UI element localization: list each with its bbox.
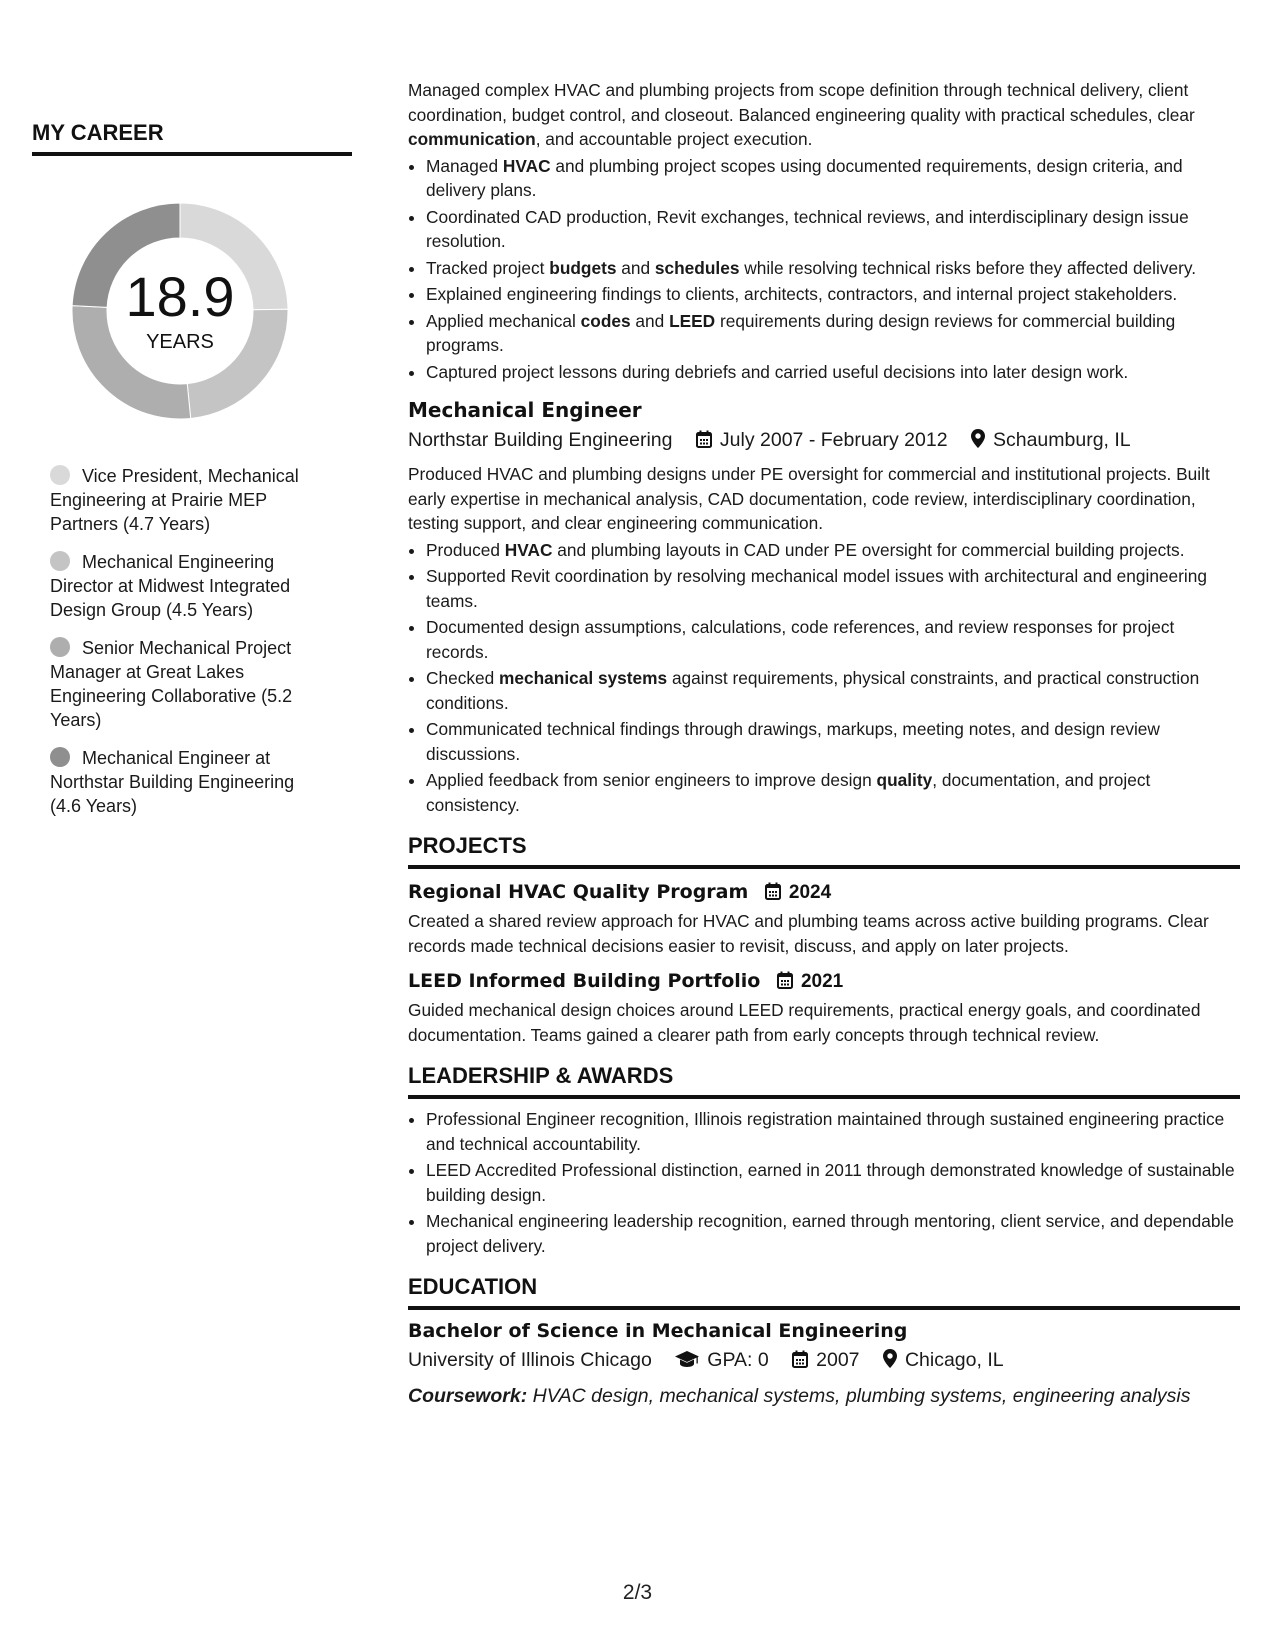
career-sidebar (32, 120, 352, 832)
career-legend-item (50, 550, 320, 622)
job2-bullet: • Communicated technical findings through drawings, markups, meeting notes, and design review discussions. (426, 717, 1240, 766)
graduation-cap-icon (675, 1348, 699, 1376)
job2-company: Northstar Building Engineering (408, 429, 673, 451)
project-year: 2024 (788, 882, 832, 903)
career-section-title: MY CAREER (32, 120, 352, 156)
career-legend-label: Senior Mechanical Project Manager at Great Lakes Engineering Collaborative (5.2 Years) (50, 638, 293, 730)
career-legend-item (50, 636, 320, 732)
project-title (408, 970, 1240, 994)
job2-summary: Produced HVAC and plumbing designs under PE oversight for commercial and institutional projects. Built early expertise in mechanical analysis, CAD documentation, code review, interdisciplinary coordination, testing support, and clear engineering communication. (408, 464, 1210, 533)
legend-dot-icon (50, 551, 70, 571)
career-legend-label: Vice President, Mechanical Engineering at Prairie MEP Partners (4.7 Years) (50, 466, 299, 534)
career-legend-item (50, 464, 320, 536)
legend-dot-icon (50, 637, 70, 657)
job1-bullet: • Coordinated CAD production, Revit exchanges, technical reviews, and interdisciplinary design issue resolution. (426, 205, 1240, 254)
education-school: University of Illinois Chicago (408, 1349, 652, 1371)
career-years-unit: YEARS (146, 330, 214, 353)
legend-dot-icon (50, 747, 70, 767)
calendar-icon (696, 428, 712, 456)
project-description: Guided mechanical design choices around LEED requirements, practical energy goals, and coordinated documentation. Teams gained a clearer path from early concepts through technical review. (408, 1000, 1201, 1045)
job2-title: Mechanical Engineer (408, 398, 642, 422)
education-degree: Bachelor of Science in Mechanical Engineering (408, 1320, 908, 1342)
career-legend-item (50, 746, 320, 818)
award-item: • Professional Engineer recognition, Illinois registration maintained through sustained engineering practice and technical accountability. (426, 1107, 1240, 1156)
award-item: • LEED Accredited Professional distinction, earned in 2011 through demonstrated knowledge of sustainable building design. (426, 1158, 1240, 1207)
career-total-years: 18.9 (125, 264, 235, 328)
award-item: • Mechanical engineering leadership recognition, earned through mentoring, client service, and dependable project delivery. (426, 1209, 1240, 1258)
awards-list (408, 1107, 1240, 1258)
job2-bullet: • Supported Revit coordination by resolving mechanical model issues with architectural and engineering teams. (426, 564, 1240, 613)
job2-bullet: • Checked mechanical systems against requirements, physical constraints, and practical construction conditions. (426, 666, 1240, 715)
job2-location: Schaumburg, IL (992, 429, 1131, 451)
project-title (408, 881, 1240, 905)
job1-bullet: • Applied mechanical codes and LEED requirements during design reviews for commercial building programs. (426, 309, 1240, 358)
job1-bullet: • Explained engineering findings to clients, architects, contractors, and internal project stakeholders. (426, 282, 1240, 307)
job2-meta (408, 426, 1240, 456)
job1-bullets (408, 154, 1240, 385)
coursework-text: HVAC design, mechanical systems, plumbing systems, engineering analysis (532, 1385, 1191, 1407)
education-location: Chicago, IL (904, 1349, 1004, 1371)
career-donut-chart (65, 196, 295, 426)
job2-bullet: • Applied feedback from senior engineers to improve design quality, documentation, and project consistency. (426, 768, 1240, 817)
job2-bullets (408, 538, 1240, 818)
job2-bullet: • Documented design assumptions, calculations, code references, and review responses for project records. (426, 615, 1240, 664)
job1-bullet: • Captured project lessons during debriefs and carried useful decisions into later design work. (426, 360, 1240, 385)
project-description: Created a shared review approach for HVAC and plumbing teams across active building programs. Clear records made technical decisions easier to revisit, discuss, and apply on later projects. (408, 911, 1209, 956)
education-section-title: EDUCATION (408, 1274, 1240, 1310)
job1-bullet: • Tracked project budgets and schedules while resolving technical risks before they affected delivery. (426, 256, 1240, 281)
main-content (408, 78, 1240, 1410)
calendar-icon (777, 971, 793, 994)
project-year: 2021 (800, 971, 844, 992)
education-coursework (408, 1382, 1240, 1410)
career-legend-label: Mechanical Engineer at Northstar Building Engineering (4.6 Years) (50, 748, 295, 816)
education-meta (408, 1346, 1240, 1376)
job2-dates: July 2007 - February 2012 (719, 429, 948, 451)
legend-dot-icon (50, 465, 70, 485)
education-gpa: GPA: 0 (707, 1349, 769, 1371)
project-name: LEED Informed Building Portfolio (408, 970, 761, 992)
map-pin-icon (883, 1348, 897, 1376)
career-legend (50, 464, 320, 818)
project-name: Regional HVAC Quality Program (408, 881, 749, 903)
career-legend-label: Mechanical Engineering Director at Midwest Integrated Design Group (4.5 Years) (50, 552, 291, 620)
calendar-icon (792, 1348, 808, 1376)
job2-bullet: • Produced HVAC and plumbing layouts in CAD under PE oversight for commercial building projects. (426, 538, 1240, 563)
education-year: 2007 (816, 1349, 860, 1371)
job1-bullet: • Managed HVAC and plumbing project scopes using documented requirements, design criteria, and delivery plans. (426, 154, 1240, 203)
awards-section-title: LEADERSHIP & AWARDS (408, 1063, 1240, 1099)
job1-summary: Managed complex HVAC and plumbing projects from scope definition through technical delivery, client coordination, budget control, and closeout. Balanced engineering quality with practical schedules, clear communication, and accountable project execution. (408, 80, 1195, 149)
coursework-label: Coursework: (408, 1385, 528, 1407)
projects-section-title: PROJECTS (408, 833, 1240, 869)
map-pin-icon (971, 428, 985, 456)
calendar-icon (765, 882, 781, 905)
page-number: 2/3 (622, 1581, 653, 1604)
